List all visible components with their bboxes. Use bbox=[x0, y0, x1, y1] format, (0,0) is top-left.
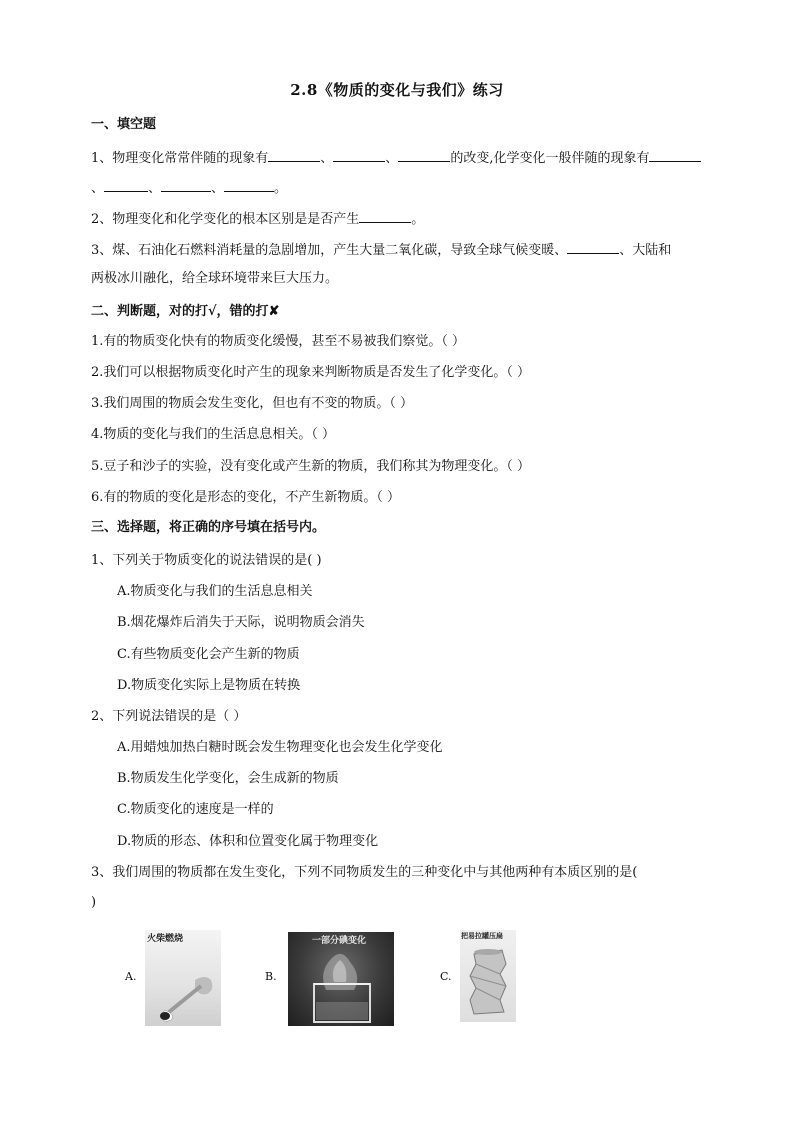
choice-option: A.物质变化与我们的生活息息相关 bbox=[117, 584, 313, 599]
q1-line2-sep1: 、 bbox=[148, 181, 162, 196]
figure-label-c: C. bbox=[440, 970, 452, 983]
answer-blank[interactable] bbox=[359, 208, 411, 223]
choice-option: C.物质变化的速度是一样的 bbox=[117, 802, 274, 817]
choice-option: D.物质的形态、体积和位置变化属于物理变化 bbox=[117, 834, 379, 849]
photo-caption-c: 把易拉罐压扁 bbox=[461, 932, 503, 940]
page-title: 2.8《物质的变化与我们》练习 bbox=[290, 81, 504, 99]
true-false-item: 2.我们可以根据物质变化时产生的现象来判断物质是否发生了化学变化。（ ） bbox=[91, 365, 531, 380]
section-heading-fill-in: 一、填空题 bbox=[91, 117, 157, 132]
beaker-vapor-photo bbox=[288, 932, 394, 1026]
answer-blank[interactable] bbox=[224, 177, 274, 192]
true-false-item: 5.豆子和沙子的实验，没有变化或产生新的物质，我们称其为物理变化。（ ） bbox=[91, 459, 531, 474]
q1-line2-sep2: 、 bbox=[211, 181, 225, 196]
q2-text: 2、物理变化和化学变化的根本区别是是否产生 bbox=[91, 212, 360, 227]
true-false-item: 6.有的物质的变化是形态的变化，不产生新物质。（ ） bbox=[91, 490, 401, 505]
true-false-item: 3.我们周围的物质会发生变化，但也有不变的物质。（ ） bbox=[91, 396, 414, 411]
choice-question-3-stem-line2: ) bbox=[91, 895, 97, 910]
crushed-can-icon bbox=[460, 930, 516, 1022]
answer-blank[interactable] bbox=[649, 147, 701, 162]
figure-label-b: B. bbox=[265, 970, 277, 983]
choice-option: C.有些物质变化会产生新的物质 bbox=[117, 647, 300, 662]
photo-caption-a: 火柴燃烧 bbox=[147, 934, 184, 944]
q1-line2-sep0: 、 bbox=[91, 181, 105, 196]
figure-label-a: A. bbox=[125, 970, 137, 983]
crushed-can-photo bbox=[460, 930, 516, 1022]
match-burning-photo bbox=[145, 930, 221, 1026]
q1-text-part2: 的改变,化学变化一般伴随的现象有 bbox=[450, 151, 650, 166]
q3-text-part1: 3、煤、石油化石燃料消耗量的急剧增加，产生大量二氧化碳，导致全球气候变暖、 bbox=[91, 243, 568, 258]
fill-question-3-line1 bbox=[91, 239, 671, 261]
choice-question-1-stem: 1、下列关于物质变化的说法错误的是( ) bbox=[91, 553, 322, 568]
choice-option: B.烟花爆炸后消失于天际，说明物质会消失 bbox=[117, 615, 365, 630]
fill-question-2 bbox=[91, 208, 424, 230]
true-false-item: 1.有的物质变化快有的物质变化缓慢，甚至不易被我们察觉。（ ） bbox=[91, 334, 466, 349]
section-heading-true-false: 二、判断题，对的打√，错的打✘ bbox=[91, 304, 280, 319]
choice-option: D.物质变化实际上是物质在转换 bbox=[117, 678, 301, 693]
choice-option: A.用蜡烛加热白糖时既会发生物理变化也会发生化学变化 bbox=[117, 740, 443, 755]
q2-end: 。 bbox=[411, 212, 425, 227]
q1-line2-end: 。 bbox=[274, 181, 288, 196]
choice-question-2-stem: 2、下列说法错误的是（ ） bbox=[91, 709, 247, 724]
answer-blank[interactable] bbox=[104, 177, 148, 192]
match-burning-icon bbox=[145, 930, 221, 1026]
section-heading-multiple-choice: 三、选择题，将正确的序号填在括号内。 bbox=[91, 520, 326, 535]
true-false-item: 4.物质的变化与我们的生活息息相关。（ ） bbox=[91, 427, 336, 442]
fill-question-3-line2: 两极冰川融化，给全球环境带来巨大压力。 bbox=[91, 271, 339, 286]
q3-text-part2: 、大陆和 bbox=[619, 243, 672, 258]
beaker-vapor-icon bbox=[288, 932, 394, 1026]
q1-sep2: 、 bbox=[385, 151, 399, 166]
answer-blank[interactable] bbox=[161, 177, 211, 192]
answer-blank[interactable] bbox=[567, 239, 619, 254]
answer-blank[interactable] bbox=[333, 147, 385, 162]
answer-blank[interactable] bbox=[268, 147, 320, 162]
photo-caption-b: 一部分碘变化 bbox=[312, 936, 367, 946]
fill-question-1-line2 bbox=[91, 177, 287, 199]
choice-option: B.物质发生化学变化，会生成新的物质 bbox=[117, 771, 339, 786]
q1-text-part1: 1、物理变化常常伴随的现象有 bbox=[91, 151, 269, 166]
fill-question-1-line1 bbox=[91, 147, 701, 169]
q1-sep1: 、 bbox=[320, 151, 334, 166]
choice-question-3-stem-line1: 3、我们周围的物质都在发生变化，下列不同物质发生的三种变化中与其他两种有本质区别的是( bbox=[91, 865, 638, 880]
answer-blank[interactable] bbox=[398, 147, 450, 162]
